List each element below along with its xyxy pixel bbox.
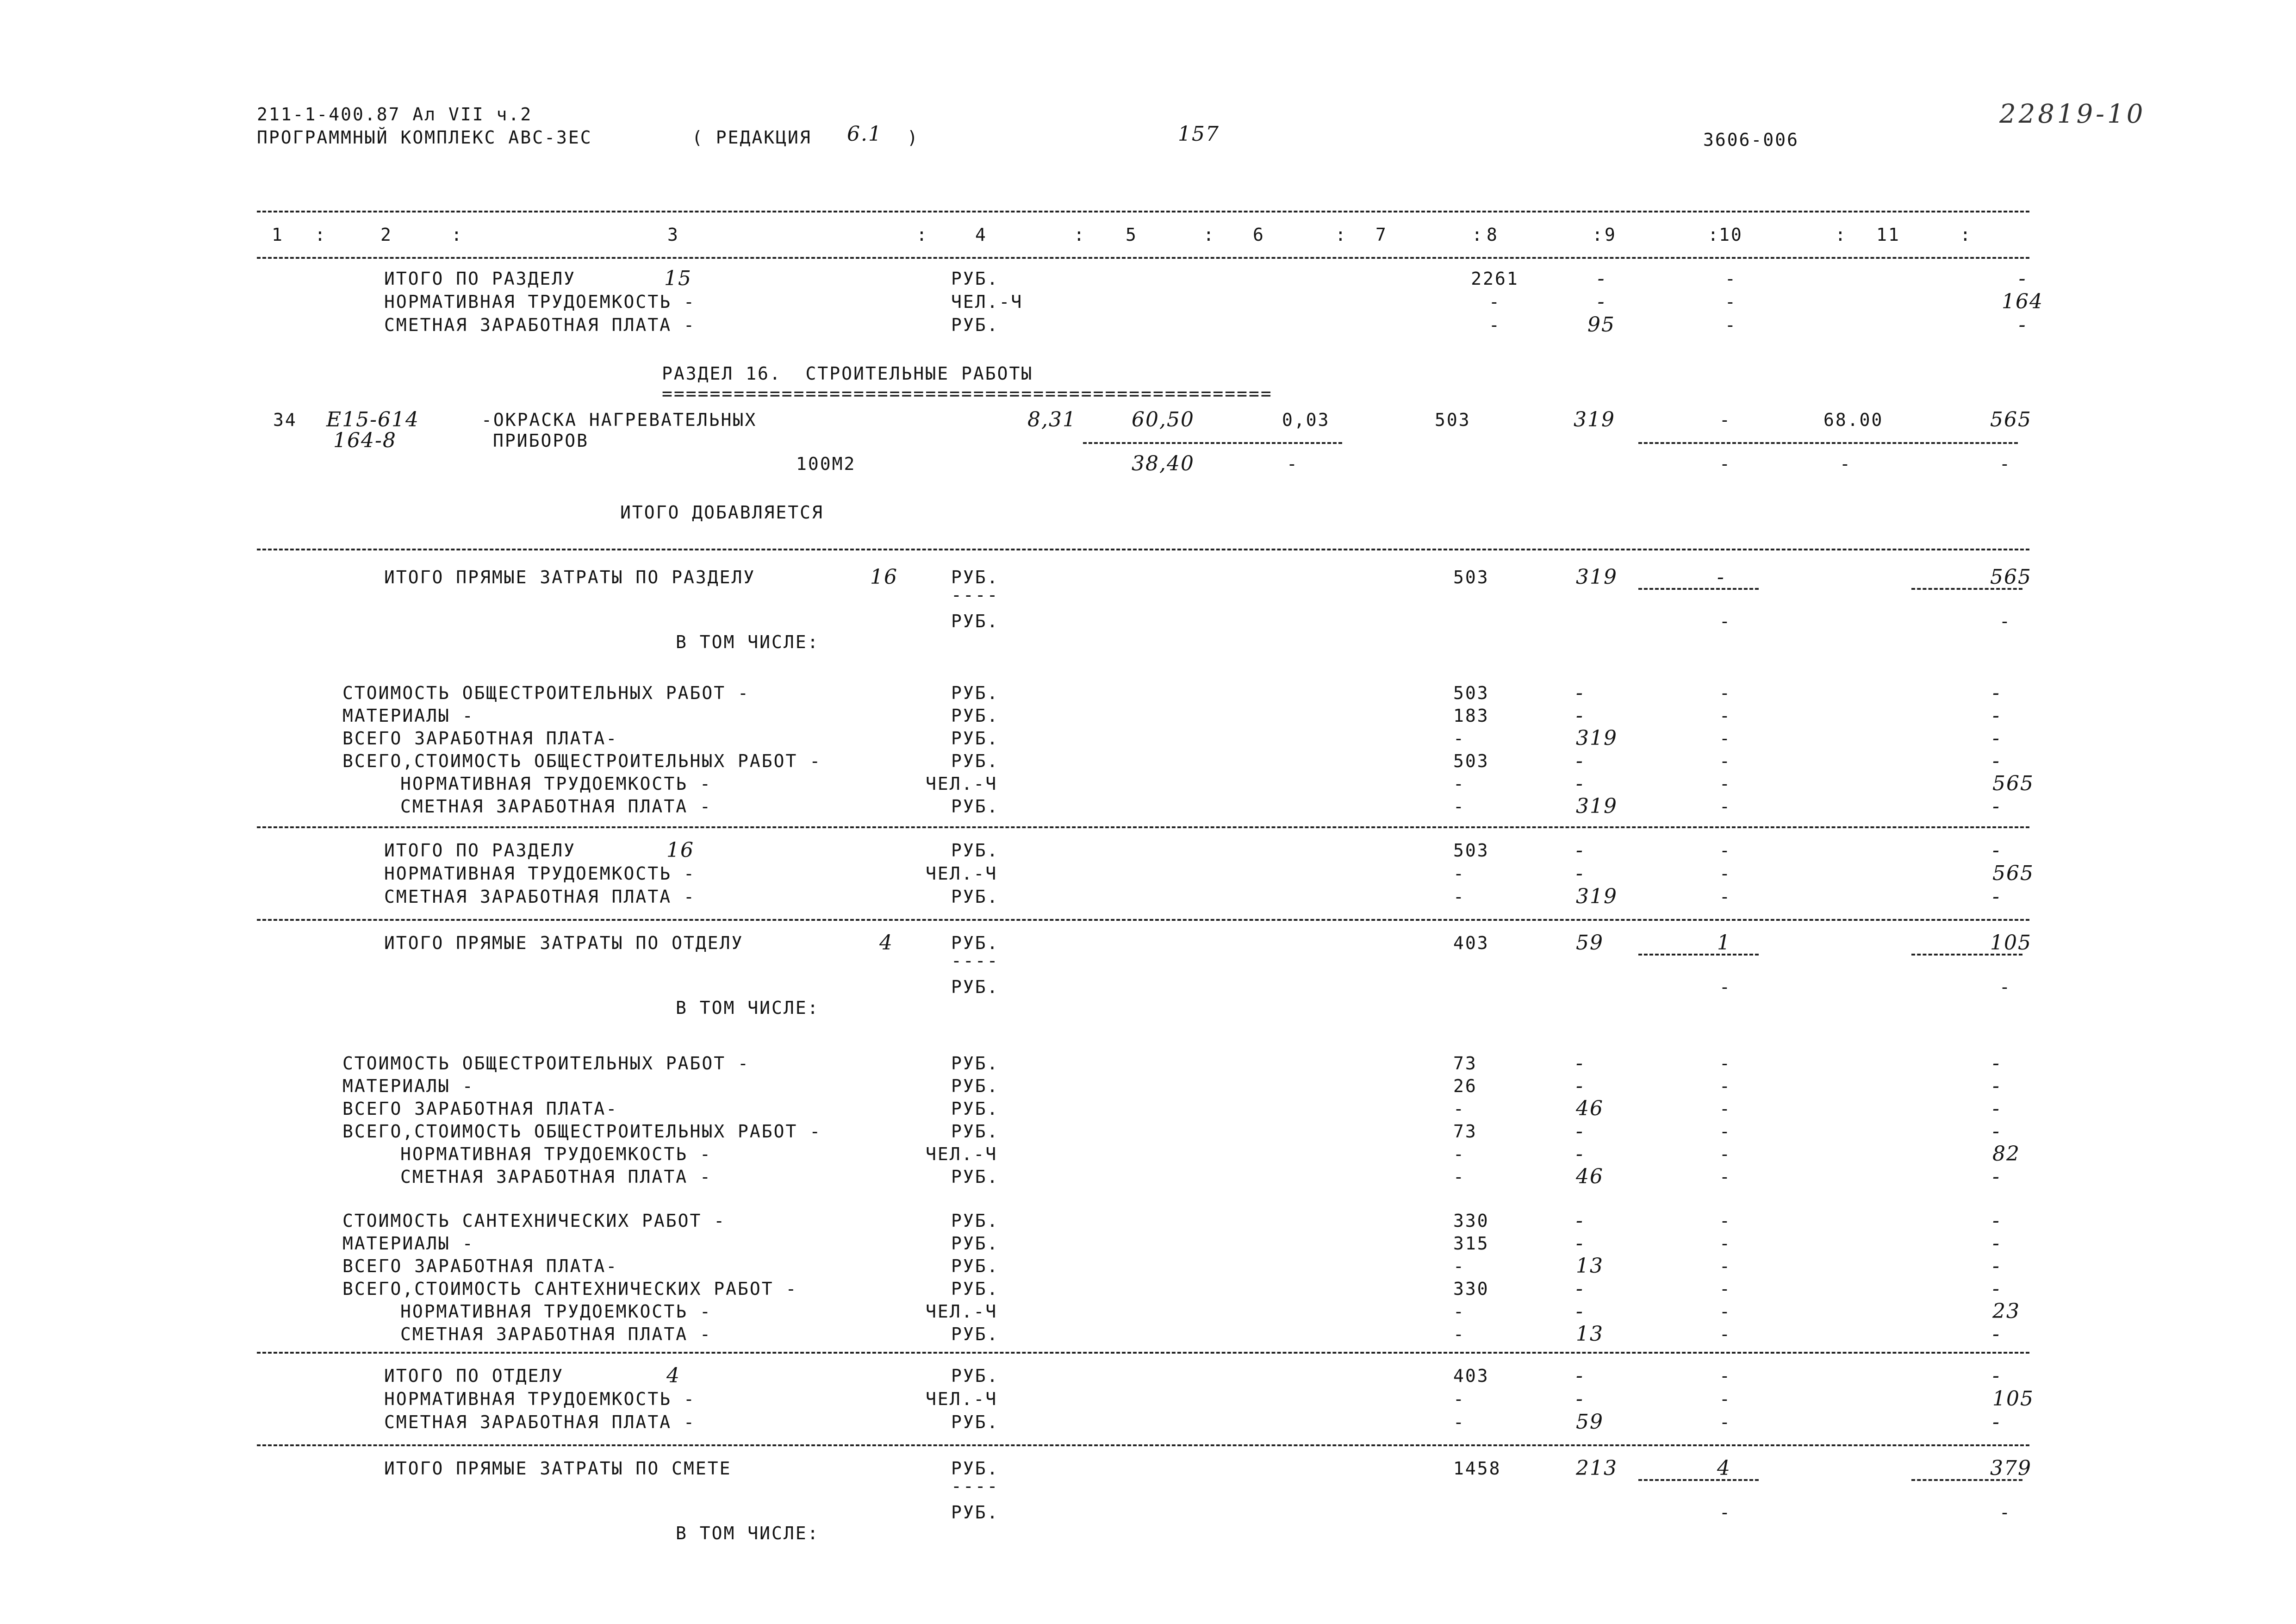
value-c7: 503: [1453, 751, 1489, 771]
value-c8: -: [1576, 862, 1584, 885]
unit-dash: ----: [951, 1476, 999, 1496]
column-separator: :: [916, 225, 928, 245]
value-c11: -: [1992, 1119, 2000, 1143]
column-separator: :: [315, 225, 327, 245]
subtotal-label: СМЕТНАЯ ЗАРАБОТНАЯ ПЛАТА -: [384, 1412, 696, 1432]
value-c9: -: [1719, 796, 1731, 817]
value-c8: -: [1576, 1277, 1584, 1300]
unit: РУБ.: [951, 1458, 999, 1479]
unit: РУБ.: [951, 1502, 999, 1523]
value-c6: 0,03: [1282, 410, 1330, 430]
unit: РУБ.: [951, 1053, 999, 1074]
breakdown-label: СТОИМОСТЬ САНТЕХНИЧЕСКИХ РАБОТ -: [342, 1211, 726, 1231]
value-c9b: -: [1719, 977, 1731, 997]
value-c11: 565: [1992, 862, 2034, 885]
column-number-6: 6: [1253, 225, 1265, 245]
value-c9: -: [1725, 292, 1737, 312]
unit: РУБ.: [951, 1279, 999, 1299]
row-label: ИТОГО ПО РАЗДЕЛУ: [384, 269, 576, 289]
value-c11: 565: [1990, 408, 2032, 431]
value-c11: -: [1992, 1209, 2000, 1232]
value-c9: -: [1719, 863, 1731, 884]
value-c9: -: [1719, 1279, 1731, 1299]
unit: РУБ.: [951, 1366, 999, 1386]
value-c8: 13: [1576, 1322, 1604, 1346]
block-rule: [257, 919, 2029, 921]
column-separator: :: [1472, 225, 1484, 245]
split-rule: [1638, 588, 1759, 590]
value-c11: -: [1992, 1097, 2000, 1120]
value-c8: 13: [1576, 1254, 1604, 1278]
value-c7: 330: [1453, 1211, 1489, 1231]
item-subrule: [1083, 442, 1342, 444]
item-code: Е15-614: [326, 408, 419, 431]
value-c11: -: [1992, 1410, 2000, 1434]
unit: ЧЕЛ.-Ч: [926, 774, 998, 794]
value-c9: -: [1719, 1389, 1731, 1409]
value-c9: -: [1719, 706, 1731, 726]
section-title: РАЗДЕЛ 16. СТРОИТЕЛЬНЫЕ РАБОТЫ: [662, 363, 1033, 384]
value-c9: -: [1719, 683, 1731, 703]
unit: РУБ.: [951, 751, 999, 771]
value-c8: -: [1576, 772, 1584, 795]
value-c11: 565: [1992, 772, 2034, 795]
value-c9: -: [1725, 315, 1737, 335]
value-c8: -: [1576, 1051, 1584, 1075]
unit: РУБ.: [951, 933, 999, 953]
value-c7: 73: [1453, 1121, 1477, 1142]
value-c8: -: [1576, 704, 1584, 727]
subtotal-label: НОРМАТИВНАЯ ТРУДОЕМКОСТЬ -: [384, 863, 696, 884]
unit: РУБ.: [951, 269, 999, 289]
value-c7: -: [1453, 1167, 1465, 1187]
row-label: СМЕТНАЯ ЗАРАБОТНАЯ ПЛАТА -: [384, 315, 696, 335]
subtotal-number: 4: [666, 1364, 680, 1387]
column-number-10: 10: [1719, 225, 1743, 245]
value-c11: 164: [2002, 290, 2043, 313]
value-c7: 503: [1453, 567, 1489, 587]
unit: РУБ.: [951, 706, 999, 726]
including-label: В ТОМ ЧИСЛЕ:: [676, 998, 820, 1018]
row-label: НОРМАТИВНАЯ ТРУДОЕМКОСТЬ -: [384, 292, 696, 312]
value-c11: -: [1992, 794, 2000, 818]
breakdown-label: НОРМАТИВНАЯ ТРУДОЕМКОСТЬ -: [400, 1144, 712, 1164]
value-c11: -: [2018, 267, 2027, 290]
value-c11: -: [1992, 704, 2000, 727]
column-number-3: 3: [667, 225, 679, 245]
unit: РУБ.: [951, 567, 999, 587]
value-c11: -: [1992, 885, 2000, 908]
breakdown-label: НОРМАТИВНАЯ ТРУДОЕМКОСТЬ -: [400, 774, 712, 794]
block-rule: [257, 826, 2029, 828]
value-c7: 315: [1453, 1233, 1489, 1254]
total-number: 4: [879, 931, 893, 955]
breakdown-label: СТОИМОСТЬ ОБЩЕСТРОИТЕЛЬНЫХ РАБОТ -: [342, 683, 750, 703]
document-code: 3606-006: [1703, 130, 1799, 150]
breakdown-label: МАТЕРИАЛЫ -: [342, 1233, 474, 1254]
total-label: ИТОГО ПРЯМЫЕ ЗАТРАТЫ ПО СМЕТЕ: [384, 1458, 732, 1479]
column-number-9: 9: [1605, 225, 1617, 245]
value-c8: -: [1597, 290, 1605, 313]
breakdown-label: ВСЕГО ЗАРАБОТНАЯ ПЛАТА-: [342, 728, 618, 749]
value-c8: -: [1597, 267, 1605, 290]
breakdown-label: МАТЕРИАЛЫ -: [342, 706, 474, 726]
column-number-2: 2: [380, 225, 392, 245]
value-c8: -: [1576, 681, 1584, 705]
column-separator: :: [1074, 225, 1086, 245]
column-number-1: 1: [272, 225, 284, 245]
unit-dash: ----: [951, 585, 999, 605]
split-rule: [1911, 1479, 2022, 1481]
edition-close: ): [907, 127, 919, 148]
subtotal-label: ИТОГО ПО ОТДЕЛУ: [384, 1366, 564, 1386]
value-c7: 503: [1453, 840, 1489, 861]
value-c8: 213: [1576, 1456, 1618, 1480]
value-c9: -: [1725, 269, 1737, 289]
value-c5: 60,50: [1132, 408, 1195, 431]
value-c9: -: [1719, 887, 1731, 907]
added-label: ИТОГО ДОБАВЛЯЕТСЯ: [620, 502, 824, 523]
value-c8: 46: [1576, 1097, 1604, 1120]
breakdown-label: ВСЕГО ЗАРАБОТНАЯ ПЛАТА-: [342, 1099, 618, 1119]
value-c7: 26: [1453, 1076, 1477, 1096]
value-c7: -: [1453, 1412, 1465, 1432]
value-c7: -: [1489, 292, 1501, 312]
value-c8: 319: [1574, 408, 1615, 431]
unit: РУБ.: [951, 1121, 999, 1142]
value-c7: -: [1453, 774, 1465, 794]
value-c9: 4: [1717, 1456, 1731, 1480]
value-c7: 330: [1453, 1279, 1489, 1299]
edition-label: ( РЕДАКЦИЯ: [692, 127, 812, 148]
unit: ЧЕЛ.-Ч: [926, 1301, 998, 1322]
page-number: 157: [1178, 122, 1220, 146]
value-c7: -: [1489, 315, 1501, 335]
value-c9: -: [1717, 565, 1725, 589]
value-c8: 319: [1576, 885, 1618, 908]
value-c11b: -: [1999, 611, 2011, 631]
value-c7: -: [1453, 1256, 1465, 1276]
breakdown-label: СМЕТНАЯ ЗАРАБОТНАЯ ПЛАТА -: [400, 796, 712, 817]
block-rule: [257, 1352, 2029, 1354]
value-c8: -: [1576, 1299, 1584, 1323]
column-number-8: 8: [1487, 225, 1499, 245]
value-c9: -: [1719, 410, 1731, 430]
unit: РУБ.: [951, 1211, 999, 1231]
subtotal-label: НОРМАТИВНАЯ ТРУДОЕМКОСТЬ -: [384, 1389, 696, 1409]
value-c5-wage: 38,40: [1132, 452, 1195, 475]
row-number: 15: [664, 267, 692, 290]
breakdown-label: МАТЕРИАЛЫ -: [342, 1076, 474, 1096]
value-c9: -: [1719, 728, 1731, 749]
value-c9b: -: [1719, 611, 1731, 631]
breakdown-label: ВСЕГО,СТОИМОСТЬ ОБЩЕСТРОИТЕЛЬНЫХ РАБОТ -: [342, 751, 822, 771]
unit: РУБ.: [951, 796, 999, 817]
total-label: ИТОГО ПРЯМЫЕ ЗАТРАТЫ ПО РАЗДЕЛУ: [384, 567, 756, 587]
program-name: ПРОГРАММНЫЙ КОМПЛЕКС АВС-3ЕС: [257, 127, 592, 148]
value-c8: 319: [1576, 565, 1618, 589]
value-c7: 503: [1453, 683, 1489, 703]
value-c7: 2261: [1471, 269, 1519, 289]
unit-dash: ----: [951, 950, 999, 971]
including-label: В ТОМ ЧИСЛЕ:: [676, 1523, 820, 1543]
value-c11: -: [1992, 1364, 2000, 1387]
split-rule: [1638, 1479, 1759, 1481]
value-c9: -: [1719, 1301, 1731, 1322]
column-number-11: 11: [1876, 225, 1900, 245]
item-code-2: 164-8: [333, 429, 397, 452]
value-c7: 403: [1453, 1366, 1489, 1386]
value-c11: 565: [1990, 565, 2032, 589]
split-rule: [1638, 954, 1759, 956]
breakdown-label: ВСЕГО,СТОИМОСТЬ ОБЩЕСТРОИТЕЛЬНЫХ РАБОТ -: [342, 1121, 822, 1142]
value-c9: -: [1719, 751, 1731, 771]
value-c11: 105: [1990, 931, 2032, 955]
value-c9: -: [1719, 774, 1731, 794]
column-separator: :: [1592, 225, 1604, 245]
unit: РУБ.: [951, 1167, 999, 1187]
column-number-5: 5: [1126, 225, 1138, 245]
value-c11: -: [1992, 749, 2000, 773]
unit: РУБ.: [951, 977, 999, 997]
value-c9: -: [1719, 1121, 1731, 1142]
unit: ЧЕЛ.-Ч: [926, 1389, 998, 1409]
value-c11: -: [1992, 1277, 2000, 1300]
edition-number: 6.1: [847, 122, 882, 146]
unit: РУБ.: [951, 1256, 999, 1276]
value-c8: 59: [1576, 931, 1604, 955]
split-rule: [1911, 954, 2022, 956]
unit: РУБ.: [951, 1412, 999, 1432]
value-c9: -: [1719, 1412, 1731, 1432]
total-number: 16: [870, 565, 898, 589]
value-c7: 403: [1453, 933, 1489, 953]
value-c8: -: [1576, 1364, 1584, 1387]
section-title-underline: ===================================================: [662, 383, 1273, 404]
unit: РУБ.: [951, 683, 999, 703]
unit: РУБ.: [951, 1233, 999, 1254]
item-number: 34: [273, 410, 297, 430]
column-separator: :: [1203, 225, 1215, 245]
value-c7: -: [1453, 887, 1465, 907]
breakdown-label: СМЕТНАЯ ЗАРАБОТНАЯ ПЛАТА -: [400, 1167, 712, 1187]
value-c7: 503: [1435, 410, 1471, 430]
value-c8: 46: [1576, 1165, 1604, 1188]
value-c7: -: [1453, 1324, 1465, 1344]
unit: РУБ.: [951, 315, 999, 335]
value-c7: 73: [1453, 1053, 1477, 1074]
subtotal-label: ИТОГО ПО РАЗДЕЛУ: [384, 840, 576, 861]
value-c7: -: [1453, 1389, 1465, 1409]
value-c10b: -: [1840, 454, 1852, 474]
value-c10: 68.00: [1823, 410, 1884, 430]
value-c9: -: [1719, 1233, 1731, 1254]
value-c8: 319: [1576, 794, 1618, 818]
value-c8: -: [1576, 749, 1584, 773]
breakdown-label: НОРМАТИВНАЯ ТРУДОЕМКОСТЬ -: [400, 1301, 712, 1322]
total-label: ИТОГО ПРЯМЫЕ ЗАТРАТЫ ПО ОТДЕЛУ: [384, 933, 744, 953]
unit: ЧЕЛ.-Ч: [926, 863, 998, 884]
block-rule: [257, 549, 2029, 550]
column-separator: :: [1960, 225, 1972, 245]
value-c11: 105: [1992, 1387, 2034, 1411]
value-c11: -: [1992, 1322, 2000, 1346]
value-c11: 379: [1990, 1456, 2032, 1480]
value-c11: -: [1992, 1231, 2000, 1255]
value-c11: -: [1992, 838, 2000, 862]
value-c8: 59: [1576, 1410, 1604, 1434]
value-c9: 1: [1717, 931, 1731, 955]
value-c9b: -: [1719, 454, 1731, 474]
value-c11: -: [1992, 1074, 2000, 1098]
value-c8: -: [1576, 1142, 1584, 1166]
item-name: -ОКРАСКА НАГРЕВАТЕЛЬНЫХ: [481, 410, 757, 430]
value-c8: -: [1576, 1209, 1584, 1232]
value-c4: 8,31: [1027, 408, 1076, 431]
unit: РУБ.: [951, 887, 999, 907]
item-name-2: ПРИБОРОВ: [493, 431, 589, 451]
value-c9: -: [1719, 1211, 1731, 1231]
breakdown-label: ВСЕГО ЗАРАБОТНАЯ ПЛАТА-: [342, 1256, 618, 1276]
value-c9: -: [1719, 1144, 1731, 1164]
including-label: В ТОМ ЧИСЛЕ:: [676, 632, 820, 652]
value-c11: 82: [1992, 1142, 2020, 1166]
subtotal-number: 16: [666, 838, 694, 862]
column-number-7: 7: [1375, 225, 1388, 245]
unit: ЧЕЛ.-Ч: [951, 292, 1023, 312]
unit: РУБ.: [951, 728, 999, 749]
value-c9: -: [1719, 1167, 1731, 1187]
column-separator: :: [451, 225, 463, 245]
subtotal-label: СМЕТНАЯ ЗАРАБОТНАЯ ПЛАТА -: [384, 887, 696, 907]
value-c8: 319: [1576, 726, 1618, 750]
value-c9: -: [1719, 1366, 1731, 1386]
value-c9: -: [1719, 1324, 1731, 1344]
breakdown-label: ВСЕГО,СТОИМОСТЬ САНТЕХНИЧЕСКИХ РАБОТ -: [342, 1279, 798, 1299]
value-c11: -: [1992, 681, 2000, 705]
value-c7: -: [1453, 1144, 1465, 1164]
value-c11b: -: [1999, 977, 2011, 997]
value-c9: -: [1719, 1053, 1731, 1074]
value-c11: -: [1992, 1051, 2000, 1075]
block-rule: [257, 1444, 2029, 1446]
breakdown-label: СМЕТНАЯ ЗАРАБОТНАЯ ПЛАТА -: [400, 1324, 712, 1344]
column-separator: :: [1708, 225, 1720, 245]
value-c7: -: [1453, 728, 1465, 749]
value-c7: 183: [1453, 706, 1489, 726]
value-c7: -: [1453, 1099, 1465, 1119]
value-c9: -: [1719, 840, 1731, 861]
unit: РУБ.: [951, 611, 999, 631]
value-c8: -: [1576, 1119, 1584, 1143]
value-c7: 1458: [1453, 1458, 1501, 1479]
value-c11: -: [2018, 313, 2027, 337]
value-c9: -: [1719, 1099, 1731, 1119]
value-c11: -: [1992, 1254, 2000, 1278]
value-c11b: -: [1999, 1502, 2011, 1523]
value-c7: -: [1453, 796, 1465, 817]
value-c8: -: [1576, 1387, 1584, 1411]
column-number-4: 4: [975, 225, 987, 245]
value-c8: 95: [1587, 313, 1615, 337]
value-c11: 23: [1992, 1299, 2020, 1323]
archive-number: 22819-10: [1999, 99, 2146, 129]
value-c9: -: [1719, 1256, 1731, 1276]
value-c6-wage: -: [1287, 454, 1299, 474]
doc-reference: 211-1-400.87 Ал VII ч.2: [257, 104, 533, 125]
value-c8: -: [1576, 838, 1584, 862]
unit: РУБ.: [951, 1076, 999, 1096]
value-c7: -: [1453, 1301, 1465, 1322]
value-c11: -: [1992, 726, 2000, 750]
value-c11: -: [1992, 1165, 2000, 1188]
column-separator: :: [1835, 225, 1847, 245]
item-unit: 100М2: [796, 454, 856, 474]
column-header-rule: [257, 257, 2029, 259]
value-c11b: -: [1999, 454, 2011, 474]
unit: РУБ.: [951, 1324, 999, 1344]
column-separator: :: [1335, 225, 1347, 245]
value-c8: -: [1576, 1074, 1584, 1098]
item-subrule-right: [1638, 442, 2018, 444]
value-c8: -: [1576, 1231, 1584, 1255]
value-c9b: -: [1719, 1502, 1731, 1523]
unit: РУБ.: [951, 1099, 999, 1119]
unit: ЧЕЛ.-Ч: [926, 1144, 998, 1164]
value-c7: -: [1453, 863, 1465, 884]
value-c9: -: [1719, 1076, 1731, 1096]
split-rule: [1911, 588, 2022, 590]
table-top-rule: [257, 211, 2029, 212]
unit: РУБ.: [951, 840, 999, 861]
breakdown-label: СТОИМОСТЬ ОБЩЕСТРОИТЕЛЬНЫХ РАБОТ -: [342, 1053, 750, 1074]
